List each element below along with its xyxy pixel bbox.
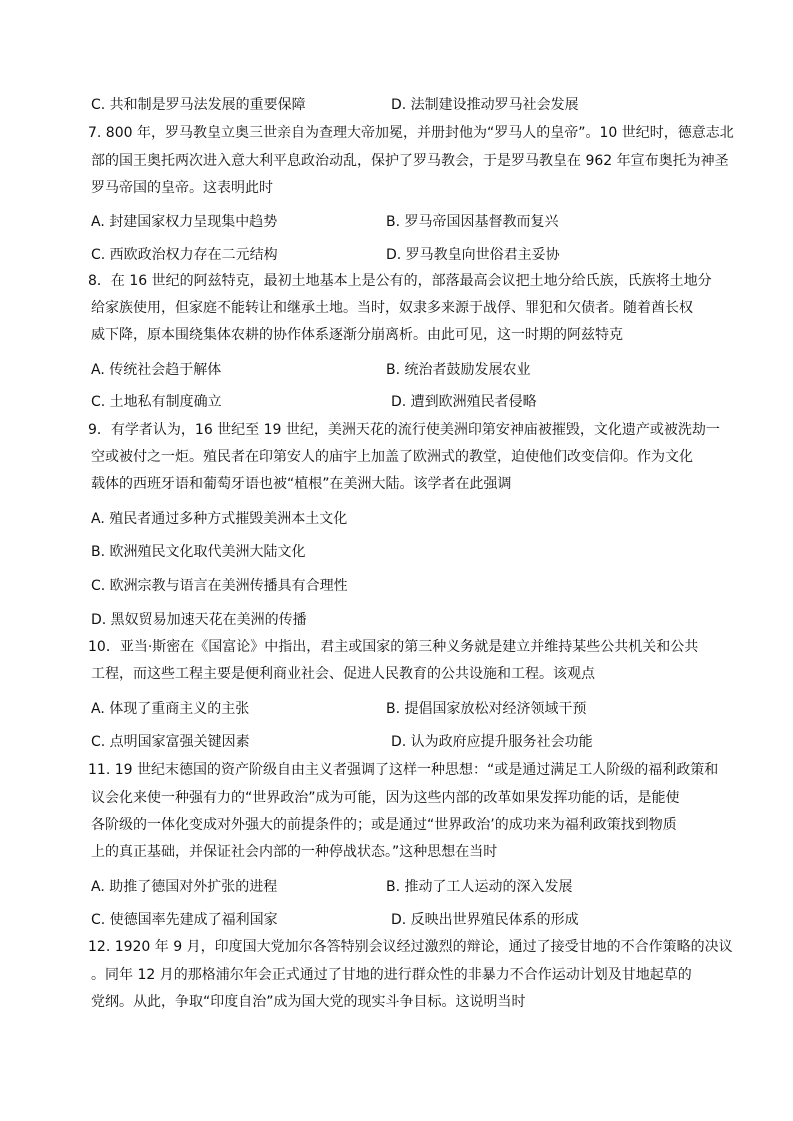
q11-stem-line: 11. 19 世纪末德国的资产阶级自由主义者强调了这样一种思想：“或是通过满足工人阶级的福利政策和 [88, 762, 719, 778]
q10-stem-line: 10．亚当·斯密在《国富论》中指出，君主或国家的第三种义务就是建立并维持某些公共机关和公共 [88, 639, 699, 655]
q10-option-d[interactable]: D. 认为政府应提升服务社会功能 [391, 734, 593, 750]
q9-stem-line: 空或被付之一炬。殖民者在印第安人的庙宇上加盖了欧洲式的教堂，迫使他们改变信仰。作为文化 [91, 449, 693, 465]
q11-option-a[interactable]: A. 助推了德国对外扩张的进程 [91, 879, 278, 895]
q8-stem-line: 给家族使用，但家庭不能转让和继承土地。当时，奴隶多来源于战俘、罪犯和欠债者。随着酋长权 [91, 300, 693, 316]
q8-option-a[interactable]: A. 传统社会趋于解体 [91, 362, 222, 378]
q6-option-d[interactable]: D. 法制建设推动罗马社会发展 [391, 97, 579, 113]
q11-option-d[interactable]: D. 反映出世界殖民体系的形成 [391, 912, 579, 928]
q11-stem-line: 各阶级的一体化变成对外强大的前提条件的；或是通过“世界政治’的成功来为福利政策找到物质 [91, 817, 677, 833]
q9-option-a[interactable]: A. 殖民者通过多种方式摧毁美洲本土文化 [91, 511, 348, 527]
q9-stem-line: 9．有学者认为，16 世纪至 19 世纪，美洲天花的流行使美洲印第安神庙被摧毁，文化遗产或被洗劫一 [88, 422, 720, 438]
q9-stem-line: 载体的西班牙语和葡萄牙语也被“植根”在美洲大陆。该学者在此强调 [91, 476, 512, 492]
q10-option-b[interactable]: B. 提倡国家放松对经济领域干预 [386, 701, 587, 717]
q7-stem-line: 部的国王奥托两次进入意大利平息政治动乱，保护了罗马教会，于是罗马教皇在 962 年宣布奥托为神圣 [91, 153, 729, 169]
q8-option-c[interactable]: C. 土地私有制度确立 [91, 394, 222, 410]
q12-stem-line: 。同年 12 月的那格浦尔年会正式通过了甘地的进行群众性的非暴力不合作运动计划及甘地起草的 [91, 967, 692, 983]
q7-stem-line: 7. 800 年，罗马教皇立奥三世亲自为查理大帝加冕，并册封他为“罗马人的皇帝”。10 世纪时，德意志北 [88, 125, 734, 141]
q7-option-a[interactable]: A. 封建国家权力呈现集中趋势 [91, 214, 278, 230]
q11-stem-line: 议会化来使一种强有力的“世界政治”成为可能，因为这些内部的改革如果发挥功能的话，是能使 [91, 790, 680, 806]
q7-option-d[interactable]: D. 罗马教皇向世俗君主妥协 [386, 247, 560, 263]
q11-option-c[interactable]: C. 使德国率先建成了福利国家 [91, 912, 278, 928]
q10-option-a[interactable]: A. 体现了重商主义的主张 [91, 701, 250, 717]
q8-option-b[interactable]: B. 统治者鼓励发展农业 [386, 362, 531, 378]
q12-stem-line: 12. 1920 年 9 月，印度国大党加尔各答特别会议经过激烈的辩论，通过了接受甘地的不合作策略的决议 [88, 939, 733, 955]
q12-stem-line: 党纲。从此，争取“印度自治”成为国大党的现实斗争目标。这说明当时 [91, 994, 526, 1010]
q8-stem-line: 8．在 16 世纪的阿兹特克，最初土地基本上是公有的，部落最高会议把土地分给氏族，氏族将土地分 [88, 273, 712, 289]
q8-stem-line: 威下降，原本围绕集体农耕的协作体系逐渐分崩离析。由此可见，这一时期的阿兹特克 [91, 327, 623, 343]
q9-option-d[interactable]: D. 黑奴贸易加速天花在美洲的传播 [91, 612, 307, 628]
q10-stem-line: 工程，而这些工程主要是便利商业社会、促进人民教育的公共设施和工程。该观点 [91, 666, 595, 682]
q7-option-b[interactable]: B. 罗马帝国因基督教而复兴 [386, 214, 559, 230]
q11-option-b[interactable]: B. 推动了工人运动的深入发展 [386, 879, 573, 895]
q9-option-c[interactable]: C. 欧洲宗教与语言在美洲传播具有合理性 [91, 578, 348, 594]
q8-option-d[interactable]: D. 遭到欧洲殖民者侵略 [391, 394, 537, 410]
q9-option-b[interactable]: B. 欧洲殖民文化取代美洲大陆文化 [91, 544, 306, 560]
q11-stem-line: 上的真正基础，并保证社会内部的一种停战状态。”这种思想在当时 [91, 844, 498, 860]
q7-stem-line: 罗马帝国的皇帝。这表明此时 [91, 180, 273, 196]
q10-option-c[interactable]: C. 点明国家富强关键因素 [91, 734, 250, 750]
q6-option-c[interactable]: C. 共和制是罗马法发展的重要保障 [91, 97, 306, 113]
q7-option-c[interactable]: C. 西欧政治权力存在二元结构 [91, 247, 278, 263]
